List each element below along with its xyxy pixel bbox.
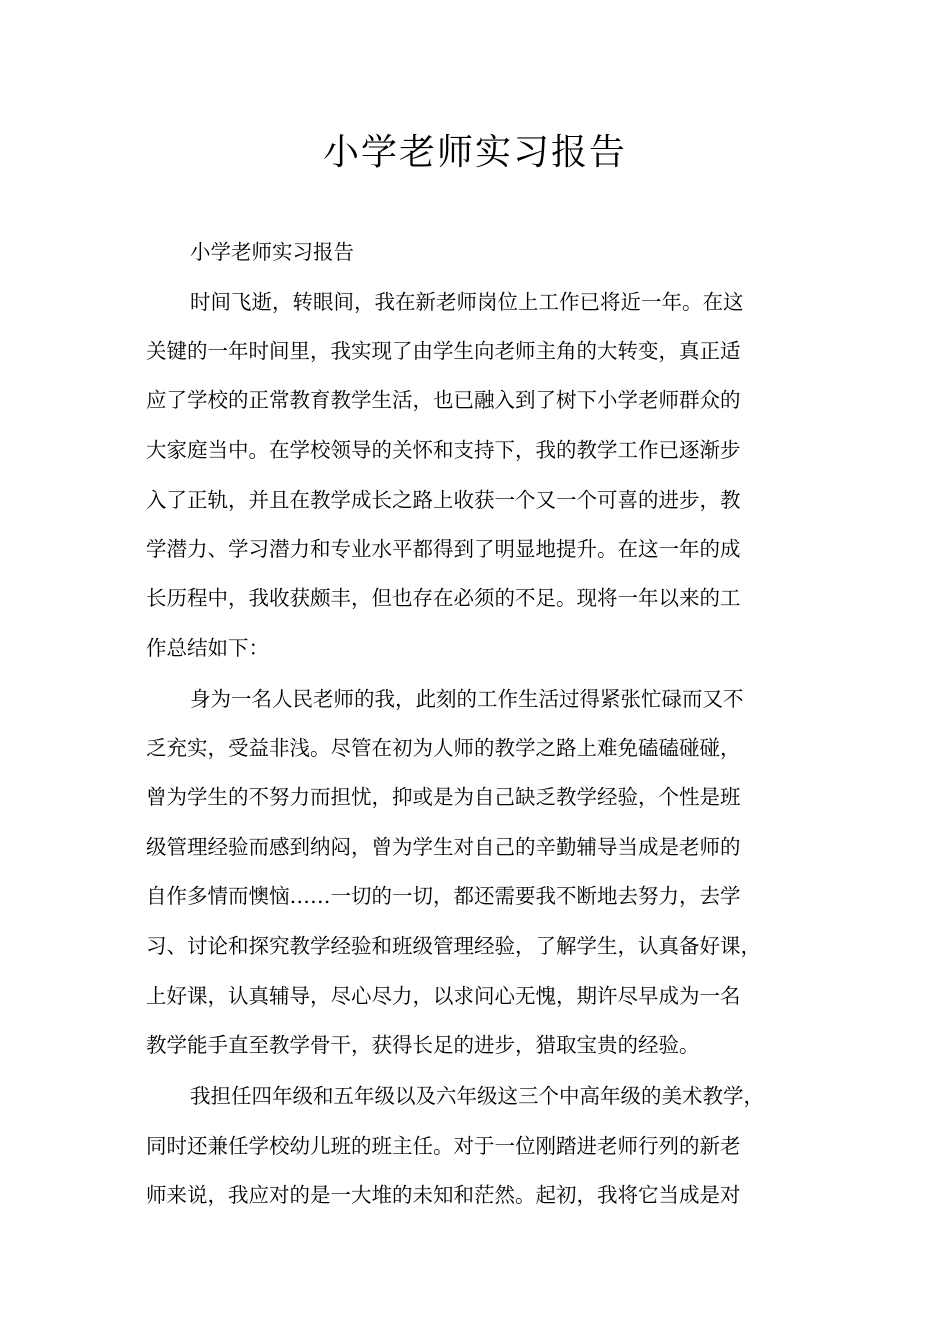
paragraph-line: 上好课，认真辅导，尽心尽力，以求问心无愧，期许尽早成为一名 [146,984,741,1008]
paragraph-line: 曾为学生的不努力而担忧，抑或是为自己缺乏教学经验，个性是班 [146,785,741,809]
paragraph-line: 习、讨论和探究教学经验和班级管理经验，了解学生，认真备好课， [146,934,761,958]
paragraph-line: 我担任四年级和五年级以及六年级这三个中高年级的美术教学， [190,1084,764,1108]
paragraph-line: 关键的一年时间里，我实现了由学生向老师主角的大转变，真正适 [146,339,741,363]
paragraph-line: 身为一名人民老师的我，此刻的工作生活过得紧张忙碌而又不 [190,687,744,711]
paragraph-line: 乏充实，受益非浅。尽管在初为人师的教学之路上难免磕磕碰碰， [146,736,741,760]
paragraph-line: 级管理经验而感到纳闷，曾为学生对自己的辛勤辅导当成是老师的 [146,835,741,859]
paragraph-line: 同时还兼任学校幼儿班的班主任。对于一位刚踏进老师行列的新老 [146,1134,741,1158]
paragraph-line: 时间飞逝，转眼间，我在新老师岗位上工作已将近一年。在这 [190,290,744,314]
document-title: 小学老师实习报告 [322,132,627,173]
paragraph-line: 应了学校的正常教育教学生活，也已融入到了树下小学老师群众的 [146,388,741,412]
paragraph-line: 学潜力、学习潜力和专业水平都得到了明显地提升。在这一年的成 [146,537,741,561]
paragraph-line: 自作多情而懊恼……一切的一切，都还需要我不断地去努力，去学 [146,884,741,908]
paragraph-line: 作总结如下： [146,636,269,660]
paragraph-line: 师来说，我应对的是一大堆的未知和茫然。起初，我将它当成是对 [146,1183,741,1207]
paragraph-line: 入了正轨，并且在教学成长之路上收获一个又一个可喜的进步，教 [146,488,741,512]
subtitle-line: 小学老师实习报告 [190,240,354,264]
paragraph-line: 教学能手直至教学骨干，获得长足的进步，猎取宝贵的经验。 [146,1033,700,1057]
paragraph-line: 长历程中，我收获颇丰，但也存在必须的不足。现将一年以来的工 [146,586,741,610]
paragraph-line: 大家庭当中。在学校领导的关怀和支持下，我的教学工作已逐渐步 [146,438,741,462]
